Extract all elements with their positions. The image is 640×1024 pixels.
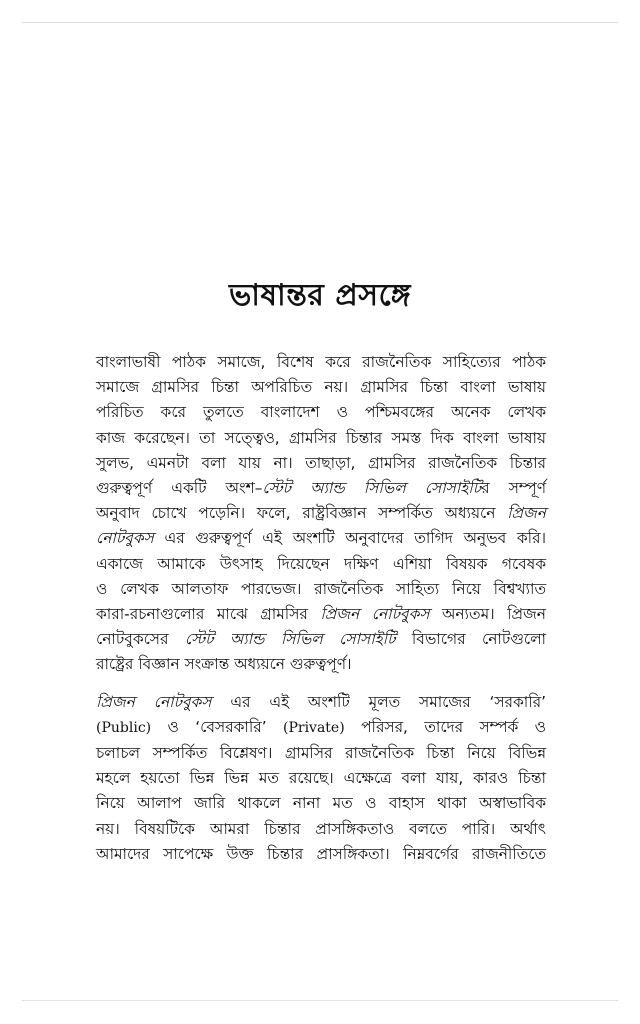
paragraph-gap [96, 678, 546, 690]
text-line: নিয়ে আলাপ জারি থাকলে নানা মত ও বাহাস থাকা অস্বাভাবিক [96, 794, 546, 813]
text-line: (Public) ও ‘বেসরকারি’ (Private) পরিসর, তাদের সম্পর্ক ও [96, 717, 546, 736]
text-line: গুরুত্বপূর্ণ একটি অংশ–স্টেট অ্যান্ড সিভিল সোসাইটির সম্পূর্ণ [96, 479, 546, 498]
text-line: পরিচিত করে তুলতে বাংলাদেশ ও পশ্চিমবঙ্গের অনেক লেখক [96, 403, 546, 422]
top-rule [22, 22, 618, 23]
book-title: স্টেট অ্যান্ড সিভিল সোসাইটি [262, 479, 482, 498]
text-line: ও লেখক আলতাফ পারভেজ। রাজনৈতিক সাহিত্য নিয়ে বিশ্বখ্যাত [96, 579, 546, 598]
body-text [96, 350, 546, 867]
paragraph [96, 350, 546, 678]
text-line: অনুবাদ চোখে পড়েনি। ফলে, রাষ্ট্রবিজ্ঞান সম্পর্কিত অধ্যয়নে প্রিজন [96, 504, 546, 523]
book-title: প্রিজন নোটবুকস [96, 692, 212, 711]
text-line: বাংলাভাষী পাঠক সমাজে, বিশেষ করে রাজনৈতিক সাহিত্যের পাঠক [96, 353, 546, 371]
text-line: নয়। বিষয়টিকে আমরা চিন্তার প্রাসঙ্গিকতাও বলতে পারি। অর্থাৎ [96, 819, 546, 838]
text-line: সুলভ, এমনটা বলা যায় না। তাছাড়া, গ্রামসির রাজনৈতিক চিন্তার [96, 453, 546, 472]
latin-term: (Private) [283, 719, 345, 736]
text-line: নোটবুকসের স্টেট অ্যান্ড সিভিল সোসাইটি বিভাগের নোটগুলো [96, 630, 547, 649]
bottom-rule [22, 1000, 618, 1001]
book-title: নোটবুকস [96, 529, 154, 548]
text-line: মহলে হয়তো ভিন্ন ভিন্ন মত রয়েছে। এক্ষেত্রে বলা যায়, কারও চিন্তা [96, 769, 546, 788]
text-line: একাজে আমাকে উৎসাহ দিয়েছেন দক্ষিণ এশিয়া বিষয়ক গবেষক [96, 554, 546, 573]
text-line: রাষ্ট্রের বিজ্ঞান সংক্রান্ত অধ্যয়নে গুরুত্বপূর্ণ। [96, 655, 352, 674]
latin-term: (Public) [96, 719, 152, 736]
book-title: প্রিজন নোটবুকস [320, 605, 430, 624]
page-title: ভাষান্তর প্রসঙ্গে [228, 278, 412, 313]
text-line: নোটবুকস এর গুরুত্বপূর্ণ এই অংশটি অনুবাদের তাগিদ অনুভব করি। [96, 529, 546, 548]
text-line: প্রিজন নোটবুকস এর এই অংশটি মূলত সমাজের ‘সরকারি’ [96, 692, 546, 711]
text-line: আমাদের সাপেক্ষে উক্ত চিন্তার প্রাসঙ্গিকতা। নিম্নবর্গের রাজনীতিতে [96, 844, 546, 863]
paragraph [96, 690, 546, 867]
text-line: কাজ করেছেন। তা সত্ত্বেও, গ্রামসির চিন্তার সমস্ত দিক বাংলা ভাষায় [96, 428, 546, 447]
text-line: কারা-রচনাগুলোর মাঝে গ্রামসির প্রিজন নোটবুকস অন্যতম। প্রিজন [96, 605, 546, 624]
book-title: প্রিজন [507, 504, 546, 523]
text-line: সমাজে গ্রামসির চিন্তা অপরিচিত নয়। গ্রামসির চিন্তা বাংলা ভাষায় [96, 378, 546, 397]
book-title: স্টেট অ্যান্ড সিভিল সোসাইটি [184, 630, 396, 649]
text-line: চলাচল সম্পর্কিত বিশ্লেষণ। গ্রামসির রাজনৈতিক চিন্তা নিয়ে বিভিন্ন [96, 744, 546, 763]
